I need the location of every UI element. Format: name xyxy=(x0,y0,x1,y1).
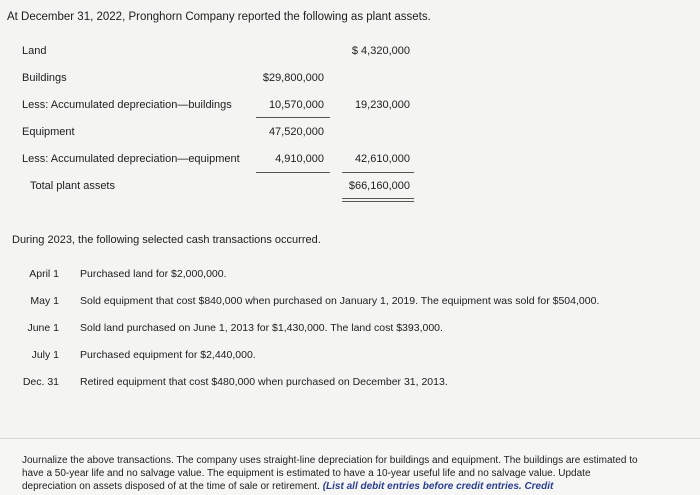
buildings-label: Buildings xyxy=(22,72,67,84)
total-label: Total plant assets xyxy=(30,180,115,192)
acc-dep-equipment-value: 4,910,000 xyxy=(275,153,324,165)
transaction-date: July 1 xyxy=(31,349,59,361)
transaction-text: Sold equipment that cost $840,000 when purchased on January 1, 2019. The equipment was sold for $504,000. xyxy=(80,295,600,307)
transaction-date: April 1 xyxy=(29,268,59,280)
acc-dep-buildings-label: Less: Accumulated depreciation—buildings xyxy=(22,99,232,111)
instructions-body: Journalize the above transactions. The company uses straight-line depreciation for buildings and equipment. The buildings are estimated to have a 50-year life and no salvage value. The equipment is estimated to have a 10-year useful life and no salvage value. Update depreciation on assets disposed of at the time of sale or retirement. xyxy=(22,455,638,492)
net-underline xyxy=(342,172,414,173)
equipment-label: Equipment xyxy=(22,126,75,138)
transaction-text: Retired equipment that cost $480,000 when purchased on December 31, 2013. xyxy=(80,376,448,388)
total-double-underline-top xyxy=(342,198,414,199)
transaction-text: Purchased land for $2,000,000. xyxy=(80,268,227,280)
during-text: During 2023, the following selected cash transactions occurred. xyxy=(12,234,321,246)
instructions-emphasis: (List all debit entries before credit entries. Credit xyxy=(322,481,554,492)
total-double-underline-bottom xyxy=(342,201,414,202)
instructions-panel xyxy=(0,438,700,495)
total-value: $66,160,000 xyxy=(348,180,410,192)
transaction-text: Sold land purchased on June 1, 2013 for $1,430,000. The land cost $393,000. xyxy=(80,322,443,334)
acc-dep-buildings-value: 10,570,000 xyxy=(268,99,324,111)
buildings-net-value: 19,230,000 xyxy=(354,99,410,111)
transaction-text: Purchased equipment for $2,440,000. xyxy=(80,349,256,361)
transaction-date: May 1 xyxy=(30,295,59,307)
equipment-cost: 47,520,000 xyxy=(268,126,324,138)
intro-text: At December 31, 2022, Pronghorn Company reported the following as plant assets. xyxy=(7,11,431,23)
equipment-net-value: 42,610,000 xyxy=(354,153,410,165)
buildings-cost: $29,800,000 xyxy=(262,72,324,84)
equipment-underline xyxy=(256,172,330,173)
transaction-date: June 1 xyxy=(27,322,59,334)
land-total: $ 4,320,000 xyxy=(351,45,410,57)
transaction-date: Dec. 31 xyxy=(22,376,59,388)
instructions-text xyxy=(22,454,642,493)
land-label: Land xyxy=(22,45,47,57)
buildings-underline xyxy=(256,117,330,118)
acc-dep-equipment-label: Less: Accumulated depreciation—equipment xyxy=(22,153,240,165)
